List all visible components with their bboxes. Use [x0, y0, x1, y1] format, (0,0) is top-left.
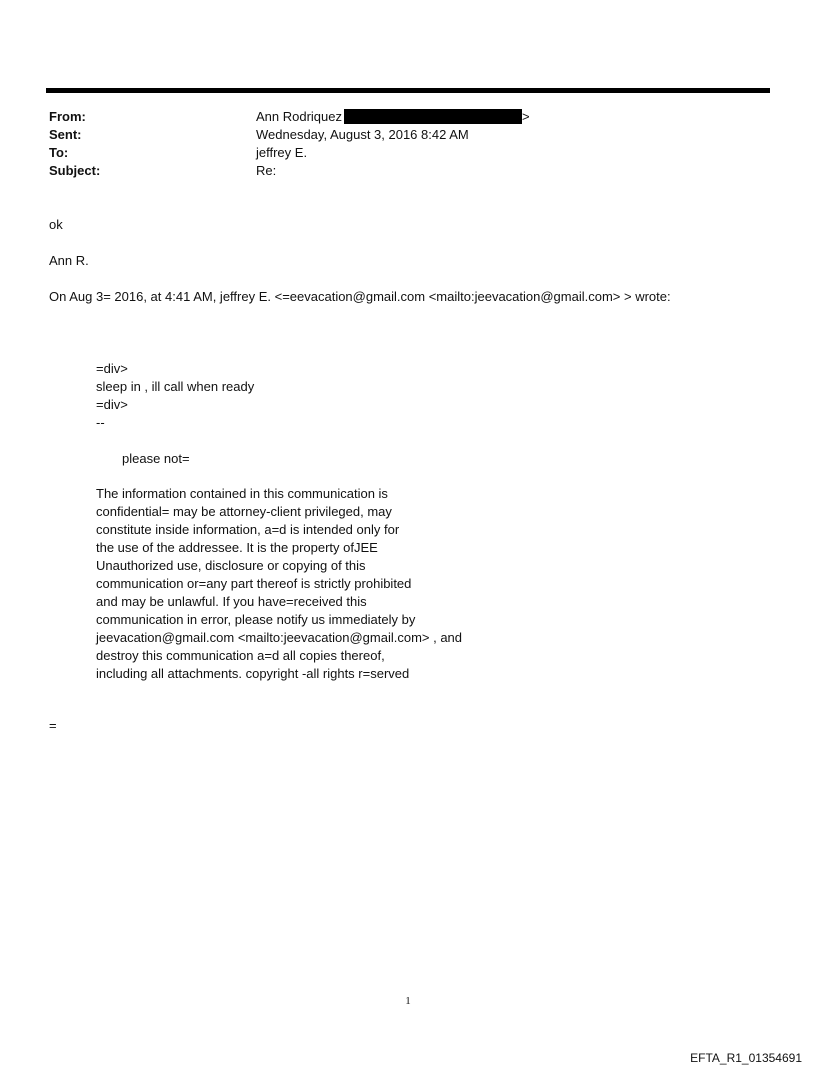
page-number: 1: [405, 995, 411, 1007]
sent-label: Sent:: [49, 127, 82, 142]
trailing-mark: =: [49, 718, 57, 733]
body-line: ok: [49, 217, 63, 232]
disclaimer-line: constitute inside information, a=d is intended only for: [96, 522, 400, 537]
quoted-line: sleep in , ill call when ready: [96, 379, 255, 394]
quoted-line: =div>: [96, 397, 128, 412]
from-value: [256, 108, 530, 126]
quoted-line: =div>: [96, 361, 128, 376]
disclaimer-line: confidential= may be attorney-client privileged, may: [96, 504, 392, 519]
disclaimer-line: The information contained in this communication is: [96, 486, 388, 501]
disclaimer-line: including all attachments. copyright -all rights r=served: [96, 666, 410, 681]
disclaimer-line: Unauthorized use, disclosure or copying of this: [96, 558, 366, 573]
from-name: Ann Rodriquez: [256, 109, 342, 124]
disclaimer-line: the use of the addressee. It is the property ofJEE: [96, 540, 378, 555]
from-label: From:: [49, 109, 86, 124]
to-label: To:: [49, 145, 69, 160]
redaction-box: [344, 109, 522, 124]
subject-label: Subject:: [49, 163, 101, 178]
sent-value: Wednesday, August 3, 2016 8:42 AM: [256, 127, 469, 142]
to-value: jeffrey E.: [256, 145, 308, 160]
disclaimer-line: and may be unlawful. If you have=received this: [96, 594, 367, 609]
subject-value: Re:: [256, 163, 277, 178]
document-id: EFTA_R1_01354691: [690, 1051, 802, 1065]
reply-attribution: On Aug 3= 2016, at 4:41 AM, jeffrey E. <=eevacation@gmail.com <mailto:jeevacation@gmail.com> > wrote:: [49, 289, 671, 304]
from-suffix: >: [522, 109, 530, 124]
disclaimer-line: destroy this communication a=d all copies thereof,: [96, 648, 385, 663]
notice-heading: please not=: [122, 451, 190, 466]
disclaimer-email-link: jeevacation@gmail.com <mailto:jeevacation@gmail.com> , and: [96, 630, 463, 645]
disclaimer-line: communication or=any part thereof is strictly prohibited: [96, 576, 412, 591]
quoted-line: --: [96, 415, 105, 430]
signature-line: Ann R.: [49, 253, 89, 268]
disclaimer-line: communication in error, please notify us immediately by: [96, 612, 416, 627]
header-divider: [46, 88, 770, 93]
